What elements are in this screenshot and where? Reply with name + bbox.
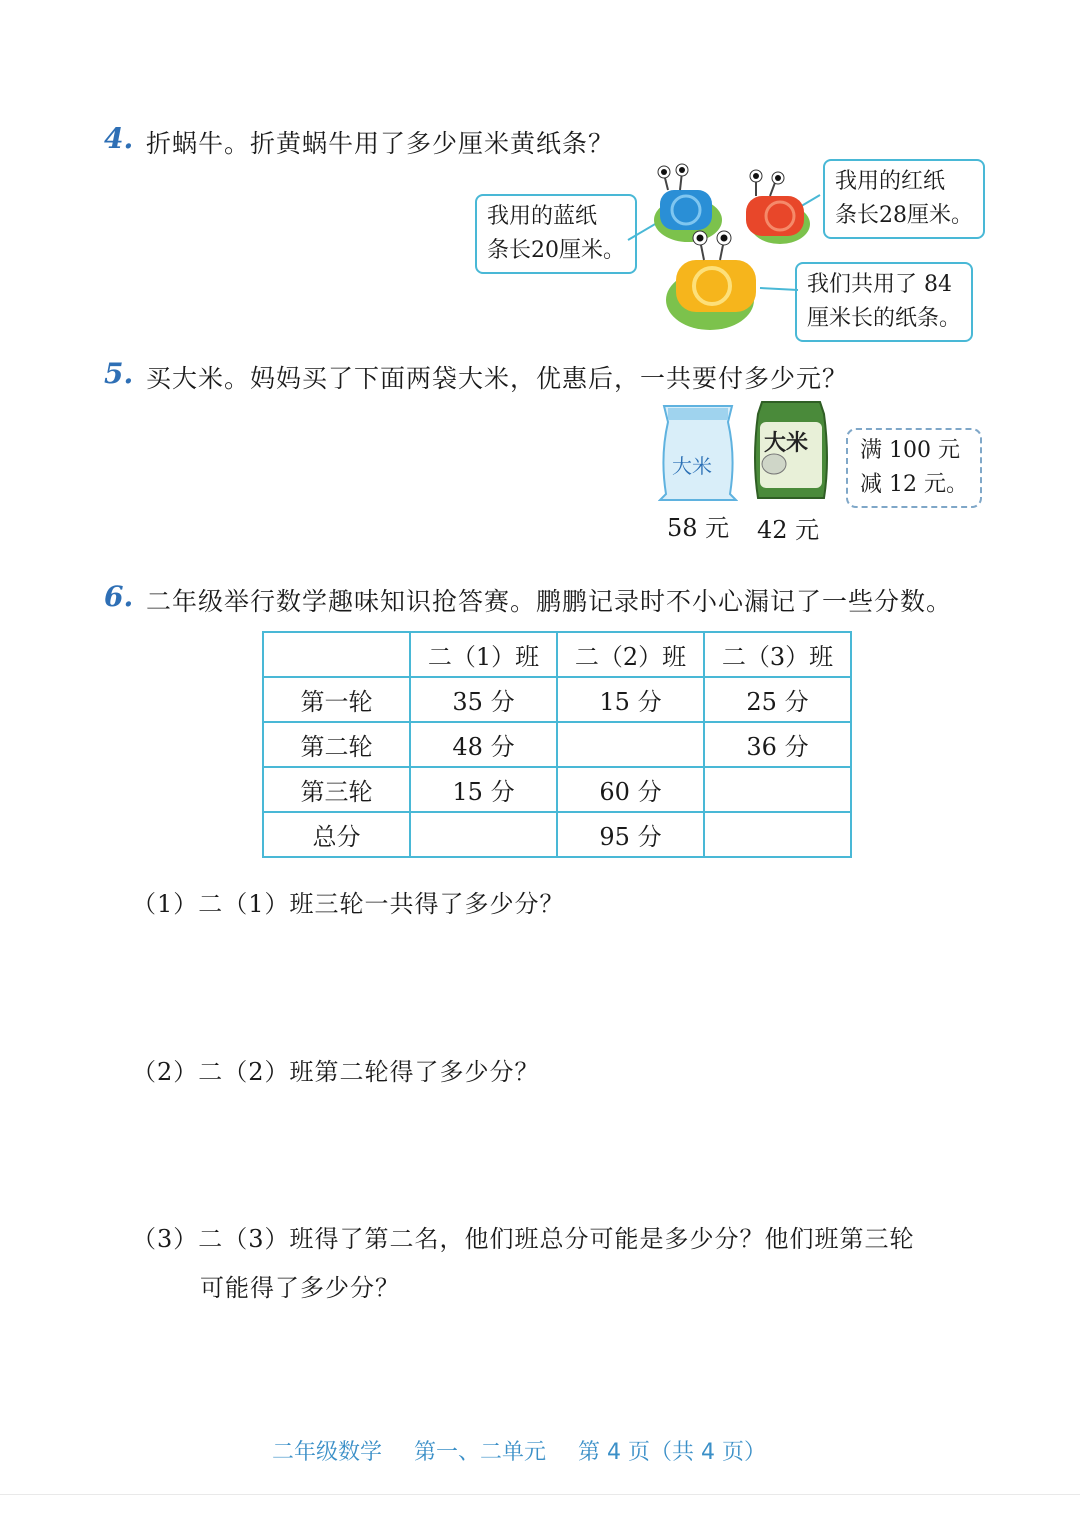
bubble-blue-snail: [475, 194, 637, 274]
row-label: 第一轮: [263, 677, 410, 722]
table-cell: 15 分: [557, 677, 704, 722]
bubble-red-snail: [823, 159, 985, 239]
q4-text: 折蜗牛。折黄蜗牛用了多少厘米黄纸条？: [146, 129, 615, 158]
table-cell: 36 分: [704, 722, 851, 767]
table-row: [263, 812, 851, 857]
table-cell: 35 分: [410, 677, 557, 722]
header-cell-class1: 二（1）班: [410, 632, 557, 677]
table-row: [263, 677, 851, 722]
rice-bag-green-price: 42 元: [757, 516, 820, 544]
bubble-yellow-line1: 我们共用了 84: [807, 272, 952, 297]
bubble-blue-line1: 我用的蓝纸: [487, 204, 598, 229]
table-cell: 25 分: [704, 677, 851, 722]
q5-number: 5.: [104, 357, 134, 390]
table-cell: 48 分: [410, 722, 557, 767]
table-cell: 95 分: [557, 812, 704, 857]
table-cell: [557, 722, 704, 767]
row-label: 第三轮: [263, 767, 410, 812]
bubble-red-line1: 我用的红纸: [835, 169, 946, 194]
header-cell-class3: 二（3）班: [704, 632, 851, 677]
q6-number: 6.: [104, 580, 134, 613]
discount-box: [846, 428, 982, 508]
yellow-snail-icon: [666, 231, 756, 330]
table-row: [263, 767, 851, 812]
score-table-header-row: [263, 632, 851, 677]
header-cell-empty: [263, 632, 410, 677]
discount-line2: 减 12 元。: [860, 472, 968, 497]
bottom-divider: [0, 1494, 1080, 1495]
red-snail-icon: [746, 170, 810, 244]
bubble-yellow-line2: 厘米长的纸条。: [807, 306, 962, 331]
header-cell-class2: 二（2）班: [557, 632, 704, 677]
q4-number: 4.: [104, 122, 134, 155]
footer-unit: 第一、二单元: [414, 1440, 547, 1465]
table-cell: [704, 812, 851, 857]
row-label: 总分: [263, 812, 410, 857]
q6-sub3-line1: （3）二（3）班得了第二名，他们班总分可能是多少分？他们班第三轮: [132, 1225, 915, 1253]
q5-text: 买大米。妈妈买了下面两袋大米，优惠后，一共要付多少元？: [146, 364, 849, 393]
table-cell: [704, 767, 851, 812]
rice-bag-blue-icon: [658, 402, 738, 502]
score-table: [262, 631, 852, 858]
discount-line1: 满 100 元: [860, 438, 960, 463]
table-row: [263, 722, 851, 767]
table-cell: 15 分: [410, 767, 557, 812]
q6-sub1: （1）二（1）班三轮一共得了多少分？: [132, 890, 565, 918]
q6-text: 二年级举行数学趣味知识抢答赛。鹏鹏记录时不小心漏记了一些分数。: [146, 587, 953, 616]
q6-sub3-line2: 可能得了多少分？: [200, 1274, 400, 1302]
rice-bag-green-icon: [752, 400, 830, 502]
footer-page: 第 4 页（共 4 页）: [578, 1440, 766, 1465]
footer-subject: 二年级数学: [272, 1440, 383, 1465]
table-cell: 60 分: [557, 767, 704, 812]
row-label: 第二轮: [263, 722, 410, 767]
bubble-blue-line2: 条长20厘米。: [487, 238, 625, 263]
rice-bag-green-label: 大米: [764, 431, 809, 456]
bubble-red-line2: 条长28厘米。: [835, 203, 973, 228]
table-cell: [410, 812, 557, 857]
q6-sub2: （2）二（2）班第二轮得了多少分？: [132, 1058, 540, 1086]
rice-bag-blue-price: 58 元: [667, 514, 730, 542]
rice-bag-blue-label: 大米: [672, 454, 712, 478]
blue-snail-icon: [654, 164, 722, 242]
snails-illustration: [620, 160, 830, 340]
